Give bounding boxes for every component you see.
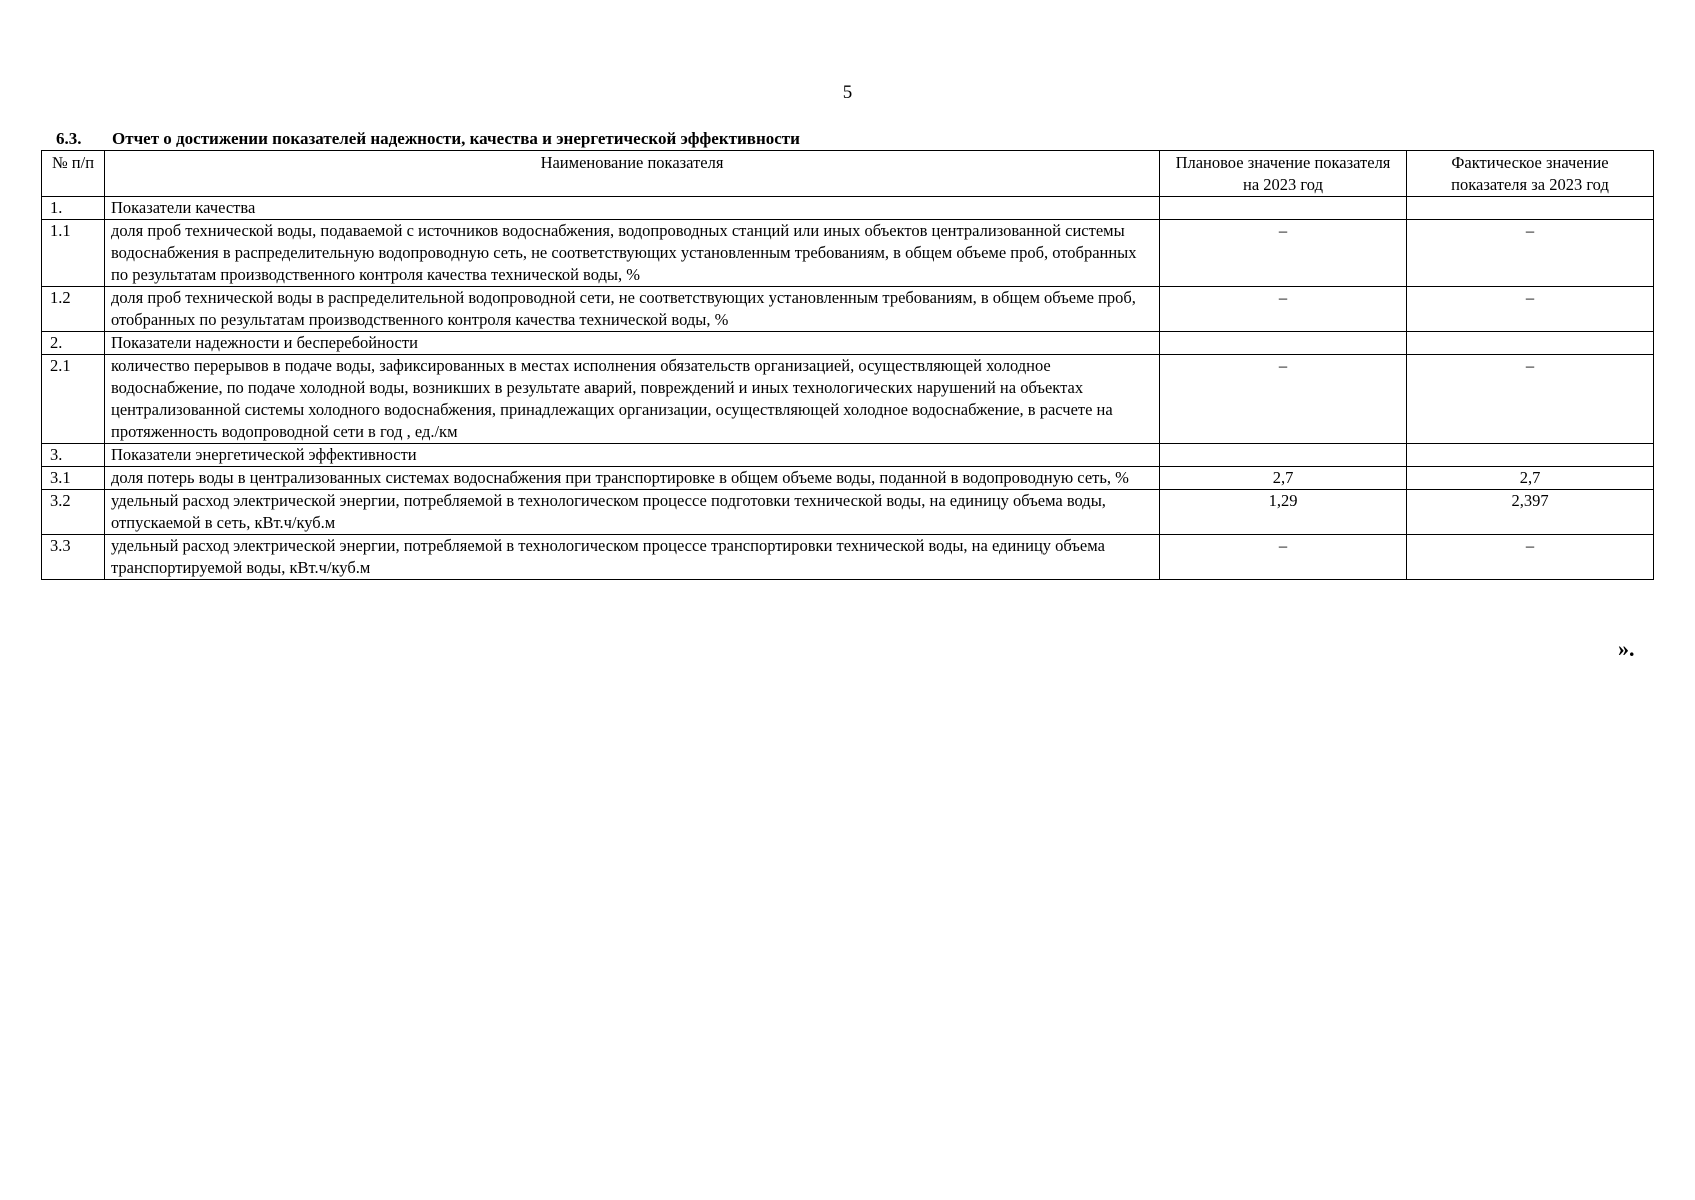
table-row — [42, 332, 1654, 355]
table-header-row — [42, 151, 1654, 197]
header-fact: Фактическое значение показателя за 2023 год — [1407, 151, 1654, 197]
row-fact: 2,397 — [1407, 490, 1654, 535]
section-title: Отчет о достижении показателей надежности, качества и энергетической эффективности — [112, 129, 800, 148]
row-fact: – — [1407, 535, 1654, 580]
page-number: 5 — [842, 82, 853, 103]
row-name: количество перерывов в подаче воды, зафиксированных в местах исполнения обязательств организацией, осуществляющей холодное водоснабжение, по подаче холодной воды, возникших в результате аварий, повреждений и иных технологических нарушений на объектах централизованной системы холодного водоснабжения, принадлежащих организации, осуществляющей холодное водоснабжение, в расчете на протяженность водопроводной сети в год , ед./км — [105, 355, 1160, 444]
row-plan: – — [1160, 220, 1407, 287]
row-plan — [1160, 197, 1407, 220]
row-fact: – — [1407, 220, 1654, 287]
row-num: 2. — [42, 332, 105, 355]
row-fact — [1407, 444, 1654, 467]
row-num: 1.1 — [42, 220, 105, 287]
table-row — [42, 535, 1654, 580]
indicators-table — [41, 150, 1654, 580]
table-row — [42, 467, 1654, 490]
table-row — [42, 220, 1654, 287]
row-num: 1.2 — [42, 287, 105, 332]
header-plan: Плановое значение показателя на 2023 год — [1160, 151, 1407, 197]
table-row — [42, 197, 1654, 220]
row-name: удельный расход электрической энергии, потребляемой в технологическом процессе транспортировки технической воды, на единицу объема транспортируемой воды, кВт.ч/куб.м — [105, 535, 1160, 580]
row-name: Показатели энергетической эффективности — [105, 444, 1160, 467]
section-heading — [56, 129, 800, 149]
row-fact — [1407, 197, 1654, 220]
row-name: удельный расход электрической энергии, потребляемой в технологическом процессе подготовки технической воды, на единицу объема воды, отпускаемой в сеть, кВт.ч/куб.м — [105, 490, 1160, 535]
row-name: доля потерь воды в централизованных системах водоснабжения при транспортировке в общем объеме воды, поданной в водопроводную сеть, % — [105, 467, 1160, 490]
row-plan — [1160, 332, 1407, 355]
row-fact: – — [1407, 287, 1654, 332]
table-row — [42, 490, 1654, 535]
row-num: 3.3 — [42, 535, 105, 580]
table-row — [42, 287, 1654, 332]
table-row — [42, 444, 1654, 467]
row-num: 3.2 — [42, 490, 105, 535]
table-row — [42, 355, 1654, 444]
row-name: доля проб технической воды в распределительной водопроводной сети, не соответствующих установленным требованиям, в общем объеме проб, отобранных по результатам производственного контроля качества технической воды, % — [105, 287, 1160, 332]
row-plan: – — [1160, 535, 1407, 580]
row-plan: – — [1160, 287, 1407, 332]
section-number: 6.3. — [56, 129, 82, 148]
row-name: Показатели качества — [105, 197, 1160, 220]
header-name: Наименование показателя — [105, 151, 1160, 197]
row-plan: 1,29 — [1160, 490, 1407, 535]
row-name: доля проб технической воды, подаваемой с источников водоснабжения, водопроводных станций или иных объектов централизованной системы водоснабжения в распределительную водопроводную сеть, не соответствующих установленным требованиям, в общем объеме проб, отобранных по результатам производственного контроля качества технической воды, % — [105, 220, 1160, 287]
closing-quote-mark: ». — [1618, 636, 1635, 661]
row-num: 2.1 — [42, 355, 105, 444]
row-fact: 2,7 — [1407, 467, 1654, 490]
row-plan: 2,7 — [1160, 467, 1407, 490]
row-plan — [1160, 444, 1407, 467]
row-fact — [1407, 332, 1654, 355]
row-num: 3.1 — [42, 467, 105, 490]
header-num: № п/п — [42, 151, 105, 197]
row-plan: – — [1160, 355, 1407, 444]
row-num: 3. — [42, 444, 105, 467]
row-fact: – — [1407, 355, 1654, 444]
row-name: Показатели надежности и бесперебойности — [105, 332, 1160, 355]
row-num: 1. — [42, 197, 105, 220]
